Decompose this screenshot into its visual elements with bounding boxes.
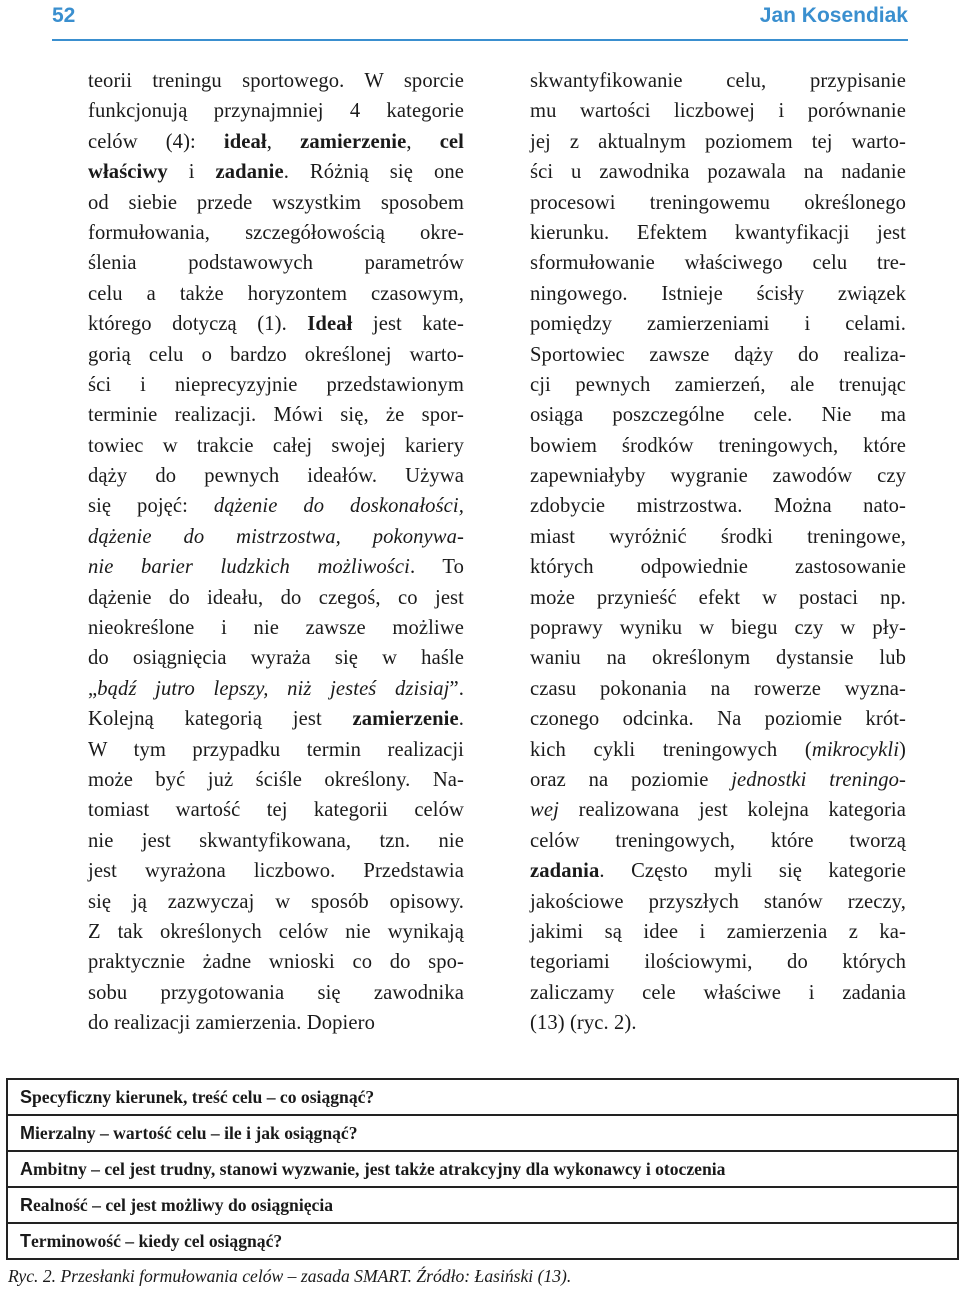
text-run: celów treningowych, które tworzą <box>530 829 906 852</box>
text-run: miast wyróżnić środki treningowe, <box>530 525 906 548</box>
text-run: jednostki treningo- <box>731 768 906 791</box>
text-run: , <box>266 130 301 153</box>
text-run: i <box>167 161 216 184</box>
text-run: Kolejną kategorią jest <box>88 708 353 731</box>
text-run: zamierzenie <box>352 708 459 731</box>
text-line <box>530 735 906 765</box>
text-run: realizowana jest kolejna kategoria <box>558 799 906 822</box>
text-run: mikrocykli <box>811 738 900 761</box>
text-line <box>88 917 464 947</box>
text-line <box>530 795 906 825</box>
text-line <box>530 978 906 1008</box>
text-run: zaliczamy cele właściwe i zadania <box>530 981 906 1004</box>
text-run: mu wartości liczbowej i porównanie <box>530 100 906 123</box>
text-run: pomiędzy zamierzeniami i celami. <box>530 313 906 336</box>
text-line <box>530 491 906 521</box>
header-rule <box>52 39 908 41</box>
text-line <box>530 917 906 947</box>
text-run: czasu pokonania na rowerze wyzna- <box>530 677 906 700</box>
smart-letter: M <box>20 1123 35 1143</box>
text-line <box>88 613 464 643</box>
text-run: jakościowe przyszłych stanów rzeczy, <box>530 890 906 913</box>
smart-letter: A <box>20 1159 33 1179</box>
text-run: sobu przygotowania się zawodnika <box>88 981 464 1004</box>
text-run: zdobycie mistrzostwa. Można nato- <box>530 495 906 518</box>
text-line <box>88 96 464 126</box>
text-line <box>88 370 464 400</box>
smart-text: pecyficzny kierunek, treść celu – co osiągnąć? <box>32 1087 375 1107</box>
text-line <box>88 218 464 248</box>
smart-row <box>8 1080 957 1116</box>
text-run: , <box>406 130 440 153</box>
text-run: zadania <box>530 860 600 883</box>
text-line <box>88 279 464 309</box>
text-line <box>88 157 464 187</box>
text-run: funkcjonują przynajmniej 4 kategorie <box>88 100 464 123</box>
text-line <box>530 1008 906 1038</box>
text-line <box>88 856 464 886</box>
text-run: dążenie do doskonałości, <box>213 495 464 518</box>
page-number: 52 <box>52 4 76 27</box>
text-run: ningowego. Istnieje ścisły związek <box>530 282 906 305</box>
text-line <box>530 218 906 248</box>
text-line <box>530 613 906 643</box>
text-line <box>88 127 464 157</box>
text-line <box>88 826 464 856</box>
text-run: teorii treningu sportowego. W sporcie <box>88 70 464 92</box>
text-run: Z tak określonych celów nie wynikają <box>88 920 464 943</box>
text-run: celu a także horyzontem czasowym, <box>88 282 464 305</box>
text-run: cji pewnych zamierzeń, ale trenując <box>530 373 906 396</box>
text-line <box>530 157 906 187</box>
text-run: których odpowiednie zastosowanie <box>530 556 906 579</box>
smart-text: ealność – cel jest możliwy do osiągnięcia <box>33 1195 334 1215</box>
smart-row <box>8 1188 957 1224</box>
text-run: formułowania, szczegółowością okre- <box>88 221 464 244</box>
text-run: do osiągnięcia wyraża się w haśle <box>88 647 464 670</box>
text-run: zamierzenie <box>300 130 407 153</box>
text-line <box>88 674 464 704</box>
text-run: oraz na poziomie <box>530 768 732 791</box>
text-line <box>530 400 906 430</box>
text-line <box>530 522 906 552</box>
text-line <box>530 674 906 704</box>
text-run: poprawy wyniku w biegu czy w pły- <box>530 617 906 640</box>
text-line <box>88 765 464 795</box>
text-run: zapewniałyby wygranie zawodów czy <box>530 465 906 488</box>
text-line <box>88 583 464 613</box>
text-line <box>530 66 906 96</box>
text-run: nie barier ludzkich możliwości <box>88 556 410 579</box>
text-run: (13) (ryc. 2). <box>530 1012 637 1035</box>
text-line <box>530 370 906 400</box>
text-run: nie jest skwantyfikowana, tzn. nie <box>88 829 464 852</box>
smart-row <box>8 1224 957 1258</box>
figure-caption: Ryc. 2. Przesłanki formułowania celów – zasada SMART. Źródło: Łasiński (13). <box>8 1266 572 1286</box>
text-run: . Często myli się kategorie <box>599 860 906 883</box>
text-run: bowiem środków treningowych, które <box>530 434 906 457</box>
text-line <box>88 309 464 339</box>
text-run: celów (4): <box>88 130 224 153</box>
text-run: towiec w trakcie całej swojej kariery <box>88 434 464 457</box>
text-run: . To <box>409 556 464 579</box>
text-run: bądź jutro lepszy, niż jesteś dzisiaj <box>97 677 450 700</box>
smart-letter: T <box>20 1231 31 1251</box>
text-line <box>530 583 906 613</box>
text-line <box>88 735 464 765</box>
text-run: czonego odcinka. Na poziomie krót- <box>530 708 906 731</box>
smart-text: ierzalny – wartość celu – ile i jak osiągnąć? <box>35 1123 358 1143</box>
text-run: terminie realizacji. Mówi się, że spor- <box>88 404 464 427</box>
text-run: się ją zazwyczaj w sposób opisowy. <box>88 890 464 913</box>
text-run: ści i nieprecyzyjnie przedstawionym <box>88 373 464 396</box>
text-run: kierunku. Efektem kwantyfikacji jest <box>530 221 906 244</box>
text-run: sformułowanie właściwego celu tre- <box>530 252 906 275</box>
text-line <box>88 887 464 917</box>
text-line <box>530 188 906 218</box>
text-run: jej z aktualnym poziomem tej warto- <box>530 130 906 153</box>
text-line <box>530 279 906 309</box>
text-line <box>530 887 906 917</box>
body-column-left <box>88 66 464 1039</box>
text-line <box>530 127 906 157</box>
text-run: jest kate- <box>352 313 464 336</box>
text-line <box>88 1008 464 1038</box>
text-run: ideał <box>223 130 267 153</box>
text-line <box>88 491 464 521</box>
text-run: „ <box>88 677 98 700</box>
running-author: Jan Kosendiak <box>759 4 908 27</box>
text-line <box>88 552 464 582</box>
text-line <box>88 461 464 491</box>
smart-text: mbitny – cel jest trudny, stanowi wyzwanie, jest także atrakcyjny dla wykonawcy i otoczenia <box>33 1159 726 1179</box>
text-run: do realizacji zamierzenia. Dopiero <box>88 1012 375 1035</box>
body-column-right <box>530 66 906 1039</box>
text-run: nieokreślone i nie zawsze możliwe <box>88 617 464 640</box>
text-line <box>530 248 906 278</box>
text-line <box>530 96 906 126</box>
text-run: zadanie <box>215 161 284 184</box>
text-run: cel <box>439 130 464 153</box>
smart-row <box>8 1152 957 1188</box>
text-run: W tym przypadku termin realizacji <box>88 738 464 761</box>
text-run: osiąga poszczególne cele. Nie ma <box>530 404 906 427</box>
text-line <box>88 340 464 370</box>
text-line <box>530 309 906 339</box>
text-run: wej <box>530 799 559 822</box>
text-line <box>530 765 906 795</box>
smart-row <box>8 1116 957 1152</box>
text-line <box>530 461 906 491</box>
text-run: dąży do pewnych ideałów. Używa <box>88 465 464 488</box>
text-line <box>530 552 906 582</box>
text-line <box>88 947 464 977</box>
text-run: się pojęć: <box>88 495 214 518</box>
text-run: Ideał <box>307 313 353 336</box>
text-run: tomiast wartość tej kategorii celów <box>88 799 464 822</box>
text-run: właściwy <box>88 161 168 184</box>
text-line <box>88 978 464 1008</box>
running-header <box>52 0 908 40</box>
text-run: gorią celu o bardzo określonej warto- <box>88 343 464 366</box>
text-line <box>88 431 464 461</box>
smart-letter: S <box>20 1087 33 1107</box>
text-line <box>88 704 464 734</box>
text-line <box>88 643 464 673</box>
text-run: . Różnią się one <box>283 161 464 184</box>
text-run: praktycznie żadne wnioski co do spo- <box>88 951 464 974</box>
text-line <box>88 248 464 278</box>
text-run: może być już ściśle określony. Na- <box>88 768 464 791</box>
text-line <box>530 947 906 977</box>
text-line <box>88 66 464 96</box>
text-run: jest wyrażona liczbowo. Przedstawia <box>88 860 464 883</box>
text-run: skwantyfikowanie celu, przypisanie <box>530 70 906 92</box>
text-run: ”. <box>449 677 464 700</box>
text-run: jakimi są idee i zamierzenia z ka- <box>530 920 906 943</box>
text-run: od siebie przede wszystkim sposobem <box>88 191 464 214</box>
text-run: może przynieść efekt w postaci np. <box>530 586 906 609</box>
text-run: . <box>458 708 464 731</box>
text-run: Sportowiec zawsze dąży do realiza- <box>530 343 906 366</box>
text-line <box>88 188 464 218</box>
text-run: dążenie do mistrzostwa, pokonywa- <box>88 525 464 548</box>
text-run: tegoriami ilościowymi, do których <box>530 951 906 974</box>
smart-letter: R <box>20 1195 33 1215</box>
text-run: kich cykli treningowych ( <box>530 738 812 761</box>
text-line <box>530 826 906 856</box>
text-run: procesowi treningowemu określonego <box>530 191 906 214</box>
text-run: ) <box>899 738 906 761</box>
text-line <box>530 704 906 734</box>
text-run: waniu na określonym dystansie lub <box>530 647 906 670</box>
text-line <box>88 400 464 430</box>
text-run: dążenie do ideału, do czegoś, co jest <box>88 586 464 609</box>
text-run: ści u zawodnika pozawala na nadanie <box>530 161 906 184</box>
text-run: ślenia podstawowych parametrów <box>88 252 464 275</box>
text-line <box>530 643 906 673</box>
text-line <box>530 856 906 886</box>
text-line <box>88 522 464 552</box>
text-line <box>88 795 464 825</box>
smart-text: erminowość – kiedy cel osiągnąć? <box>31 1231 283 1251</box>
text-line <box>530 431 906 461</box>
text-line <box>530 340 906 370</box>
smart-table <box>6 1078 959 1260</box>
text-run: którego dotyczą (1). <box>88 313 308 336</box>
